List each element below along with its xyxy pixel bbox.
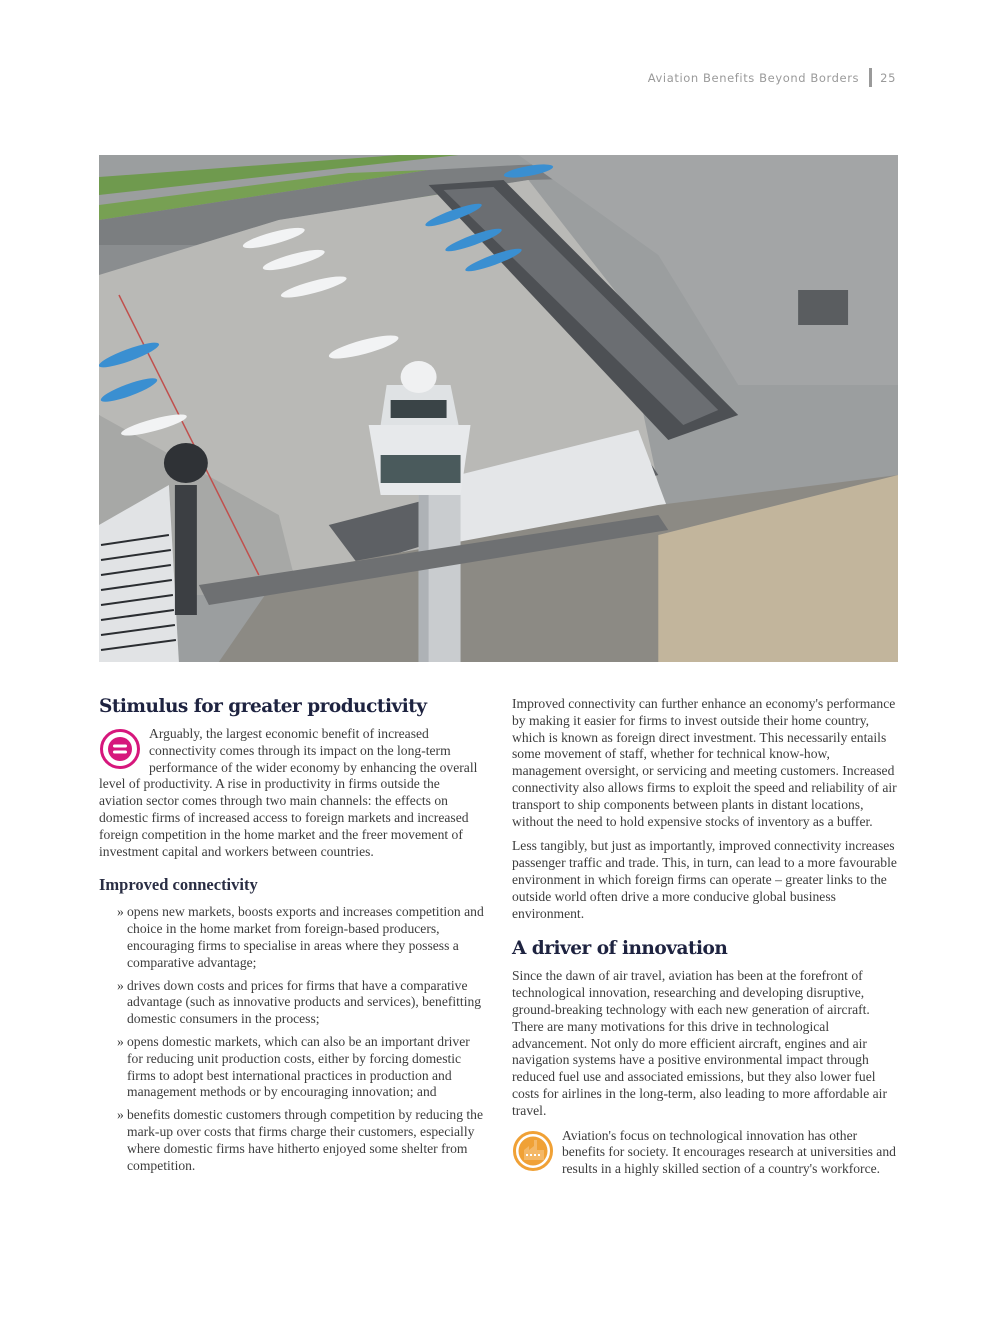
section-heading-productivity: Stimulus for greater productivity — [99, 696, 427, 717]
trade-paragraph: Less tangibly, but just as importantly, improved connectivity increases passenger traffic and trade. This, in turn, can lead to a more favourable environment in which foreign firms can operate – greater links to the outside world often drive a more conducive global business environment. — [512, 838, 897, 921]
industry-factory-circle-icon — [512, 1130, 554, 1172]
bullet-marker: » — [117, 977, 124, 993]
list-item — [117, 1034, 485, 1101]
bullet-marker: » — [117, 1107, 124, 1123]
section-heading-innovation: A driver of innovation — [512, 938, 728, 960]
right-column — [512, 696, 900, 1178]
bullet-marker: » — [117, 1033, 124, 1049]
header-divider — [869, 68, 872, 87]
connectivity-benefits-list — [99, 904, 485, 1174]
publication-title: Aviation Benefits Beyond Borders — [647, 70, 860, 85]
intro-paragraph: Arguably, the largest economic benefit of increased connectivity comes through its impact on the long-term performance of the wider economy by enhancing the overall level of productivity. A rise in productivity in firms outside the aviation sector comes through two main channels: the effects on domestic firms of increased access to foreign markets and increased foreign competition in the home market and the freer movement of investment capital and workers between countries. — [99, 726, 478, 859]
fdi-paragraph: Improved connectivity can further enhance an economy's performance by making it easier for firms to invest outside their home country, which is known as foreign direct investment. This necessarily entails some movement of staff, whether for technical know-how, management oversight, or servicing and meeting customers. Increased connectivity also allows firms to exploit the speed and reliability of air transport to ship components between plants in distant locations, without the need to hold expensive stocks of inventory as a buffer. — [512, 696, 897, 829]
list-item — [117, 904, 485, 971]
airport-photo-illustration — [99, 155, 898, 662]
intro-block — [99, 726, 485, 860]
running-header — [648, 68, 896, 87]
list-item-text: drives down costs and prices for firms that have a comparative advantage (such as innovative products and services), benefitting domestic consumers in the process; — [127, 977, 482, 1027]
list-item — [117, 978, 485, 1028]
equal-sign-circle-icon — [99, 728, 141, 770]
bullet-marker: » — [117, 904, 124, 920]
society-paragraph: Aviation's focus on technological innovation has other benefits for society. It encourages research at universities and results in a highly skilled section of a country's workforce. — [562, 1127, 896, 1177]
list-item-text: opens new markets, boosts exports and increases competition and choice in the home market from foreign-based producers, encouraging firms to specialise in areas where they possess a comparative advantage; — [127, 904, 484, 970]
list-item — [117, 1107, 485, 1174]
list-item-text: benefits domestic customers through competition by reducing the mark-up over costs that firms charge their customers, especially where domestic firms have hitherto enjoyed some shelter from competition. — [127, 1107, 483, 1173]
left-column — [99, 694, 485, 1180]
subheading-improved-connectivity: Improved connectivity — [99, 875, 258, 895]
society-block — [512, 1128, 900, 1178]
list-item-text: opens domestic markets, which can also be an important driver for reducing unit production costs, either by forcing domestic firms to adopt best international practices in production and management methods or by encouraging innovation; and — [127, 1033, 470, 1100]
page-number: 25 — [880, 70, 896, 85]
innovation-paragraph: Since the dawn of air travel, aviation has been at the forefront of technological innovation, researching and developing disruptive, ground-breaking technology with each new generation of aircraft. There are many motivations for this drive in technological advancement. Not only do more efficient aircraft, engines and air navigation systems have a positive environmental impact through reduced fuel use and associated emissions, but they also lower fuel costs for airlines in the long-term, also leading to more affordable air travel. — [512, 968, 887, 1118]
airport-aerial-photo — [99, 155, 898, 662]
